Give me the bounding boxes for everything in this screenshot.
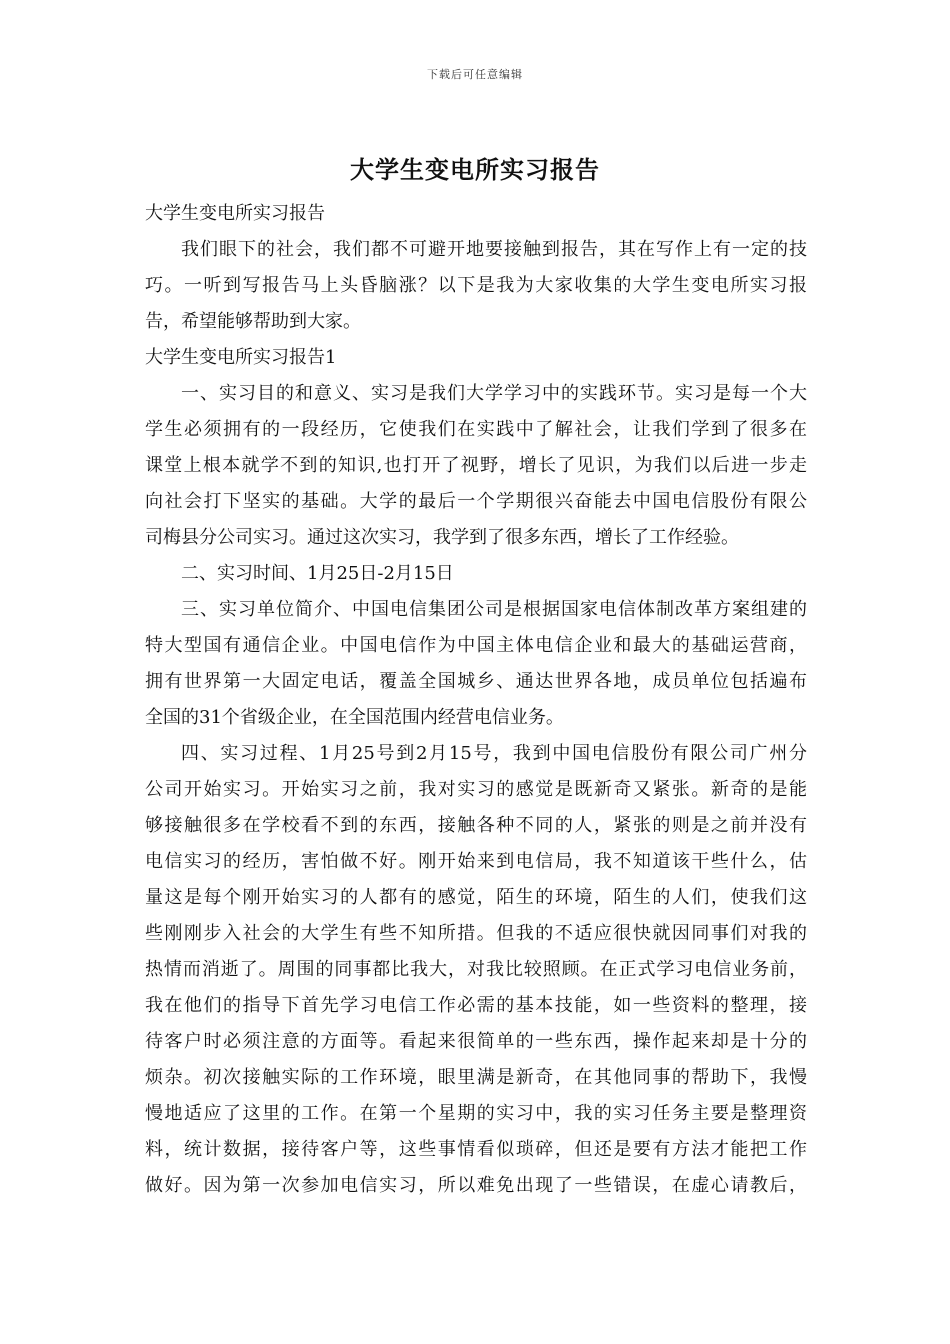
text-line: 我在他们的指导下首先学习电信工作必需的基本技能，如一些资料的整理，接: [145, 995, 807, 1016]
text-line: 料，统计数据，接待客户等，这些事情看似琐碎，但还是要有方法才能把工作: [145, 1139, 807, 1160]
text-line: 大学生变电所实习报告1: [145, 347, 337, 368]
header-note: 下载后可任意编辑: [427, 68, 523, 81]
text-line: 课堂上根本就学不到的知识,也打开了视野，增长了见识，为我们以后进一步走: [145, 455, 807, 476]
text-line: 四、实习过程、1月25号到2月15号，我到中国电信股份有限公司广州分: [181, 743, 807, 764]
text-line: 三、实习单位简介、中国电信集团公司是根据国家电信体制改革方案组建的: [181, 599, 807, 620]
text-line: 二、实习时间、1月25日-2月15日: [181, 563, 454, 584]
text-line: 大学生变电所实习报告: [145, 203, 325, 224]
text-line: 公司开始实习。开始实习之前，我对实习的感觉是既新奇又紧张。新奇的是能: [145, 779, 807, 800]
text-line: 烦杂。初次接触实际的工作环境，眼里满是新奇，在其他同事的帮助下，我慢: [145, 1067, 807, 1088]
text-line: 电信实习的经历，害怕做不好。刚开始来到电信局，我不知道该干些什么，估: [145, 851, 807, 872]
text-line: 够接触很多在学校看不到的东西，接触各种不同的人，紧张的则是之前并没有: [145, 815, 807, 836]
text-line: 做好。因为第一次参加电信实习，所以难免出现了一些错误，在虚心请教后，: [145, 1175, 807, 1196]
document-title: 大学生变电所实习报告: [350, 155, 600, 184]
text-line: 量这是每个刚开始实习的人都有的感觉，陌生的环境，陌生的人们，使我们这: [145, 887, 807, 908]
text-line: 些刚刚步入社会的大学生有些不知所措。但我的不适应很快就因同事们对我的: [145, 923, 807, 944]
text-line: 拥有世界第一大固定电话，覆盖全国城乡、通达世界各地，成员单位包括遍布: [145, 671, 807, 692]
text-line: 全国的31个省级企业，在全国范围内经营电信业务。: [145, 707, 564, 728]
text-line: 司梅县分公司实习。通过这次实习，我学到了很多东西，增长了工作经验。: [145, 527, 739, 548]
text-line: 向社会打下坚实的基础。大学的最后一个学期很兴奋能去中国电信股份有限公: [145, 491, 807, 512]
text-line: 学生必须拥有的一段经历，它使我们在实践中了解社会，让我们学到了很多在: [145, 419, 807, 440]
text-line: 告，希望能够帮助到大家。: [145, 311, 361, 332]
text-line: 一、实习目的和意义、实习是我们大学学习中的实践环节。实习是每一个大: [181, 383, 807, 404]
text-line: 我们眼下的社会，我们都不可避开地要接触到报告，其在写作上有一定的技: [181, 239, 807, 260]
document-body: [145, 196, 807, 1204]
text-line: 热情而消逝了。周围的同事都比我大，对我比较照顾。在正式学习电信业务前，: [145, 959, 807, 980]
text-line: 特大型国有通信企业。中国电信作为中国主体电信企业和最大的基础运营商，: [145, 635, 807, 656]
text-line: 慢地适应了这里的工作。在第一个星期的实习中，我的实习任务主要是整理资: [145, 1103, 807, 1124]
text-line: 巧。一听到写报告马上头昏脑涨？以下是我为大家收集的大学生变电所实习报: [145, 275, 807, 296]
text-line: 待客户时必须注意的方面等。看起来很简单的一些东西，操作起来却是十分的: [145, 1031, 807, 1052]
